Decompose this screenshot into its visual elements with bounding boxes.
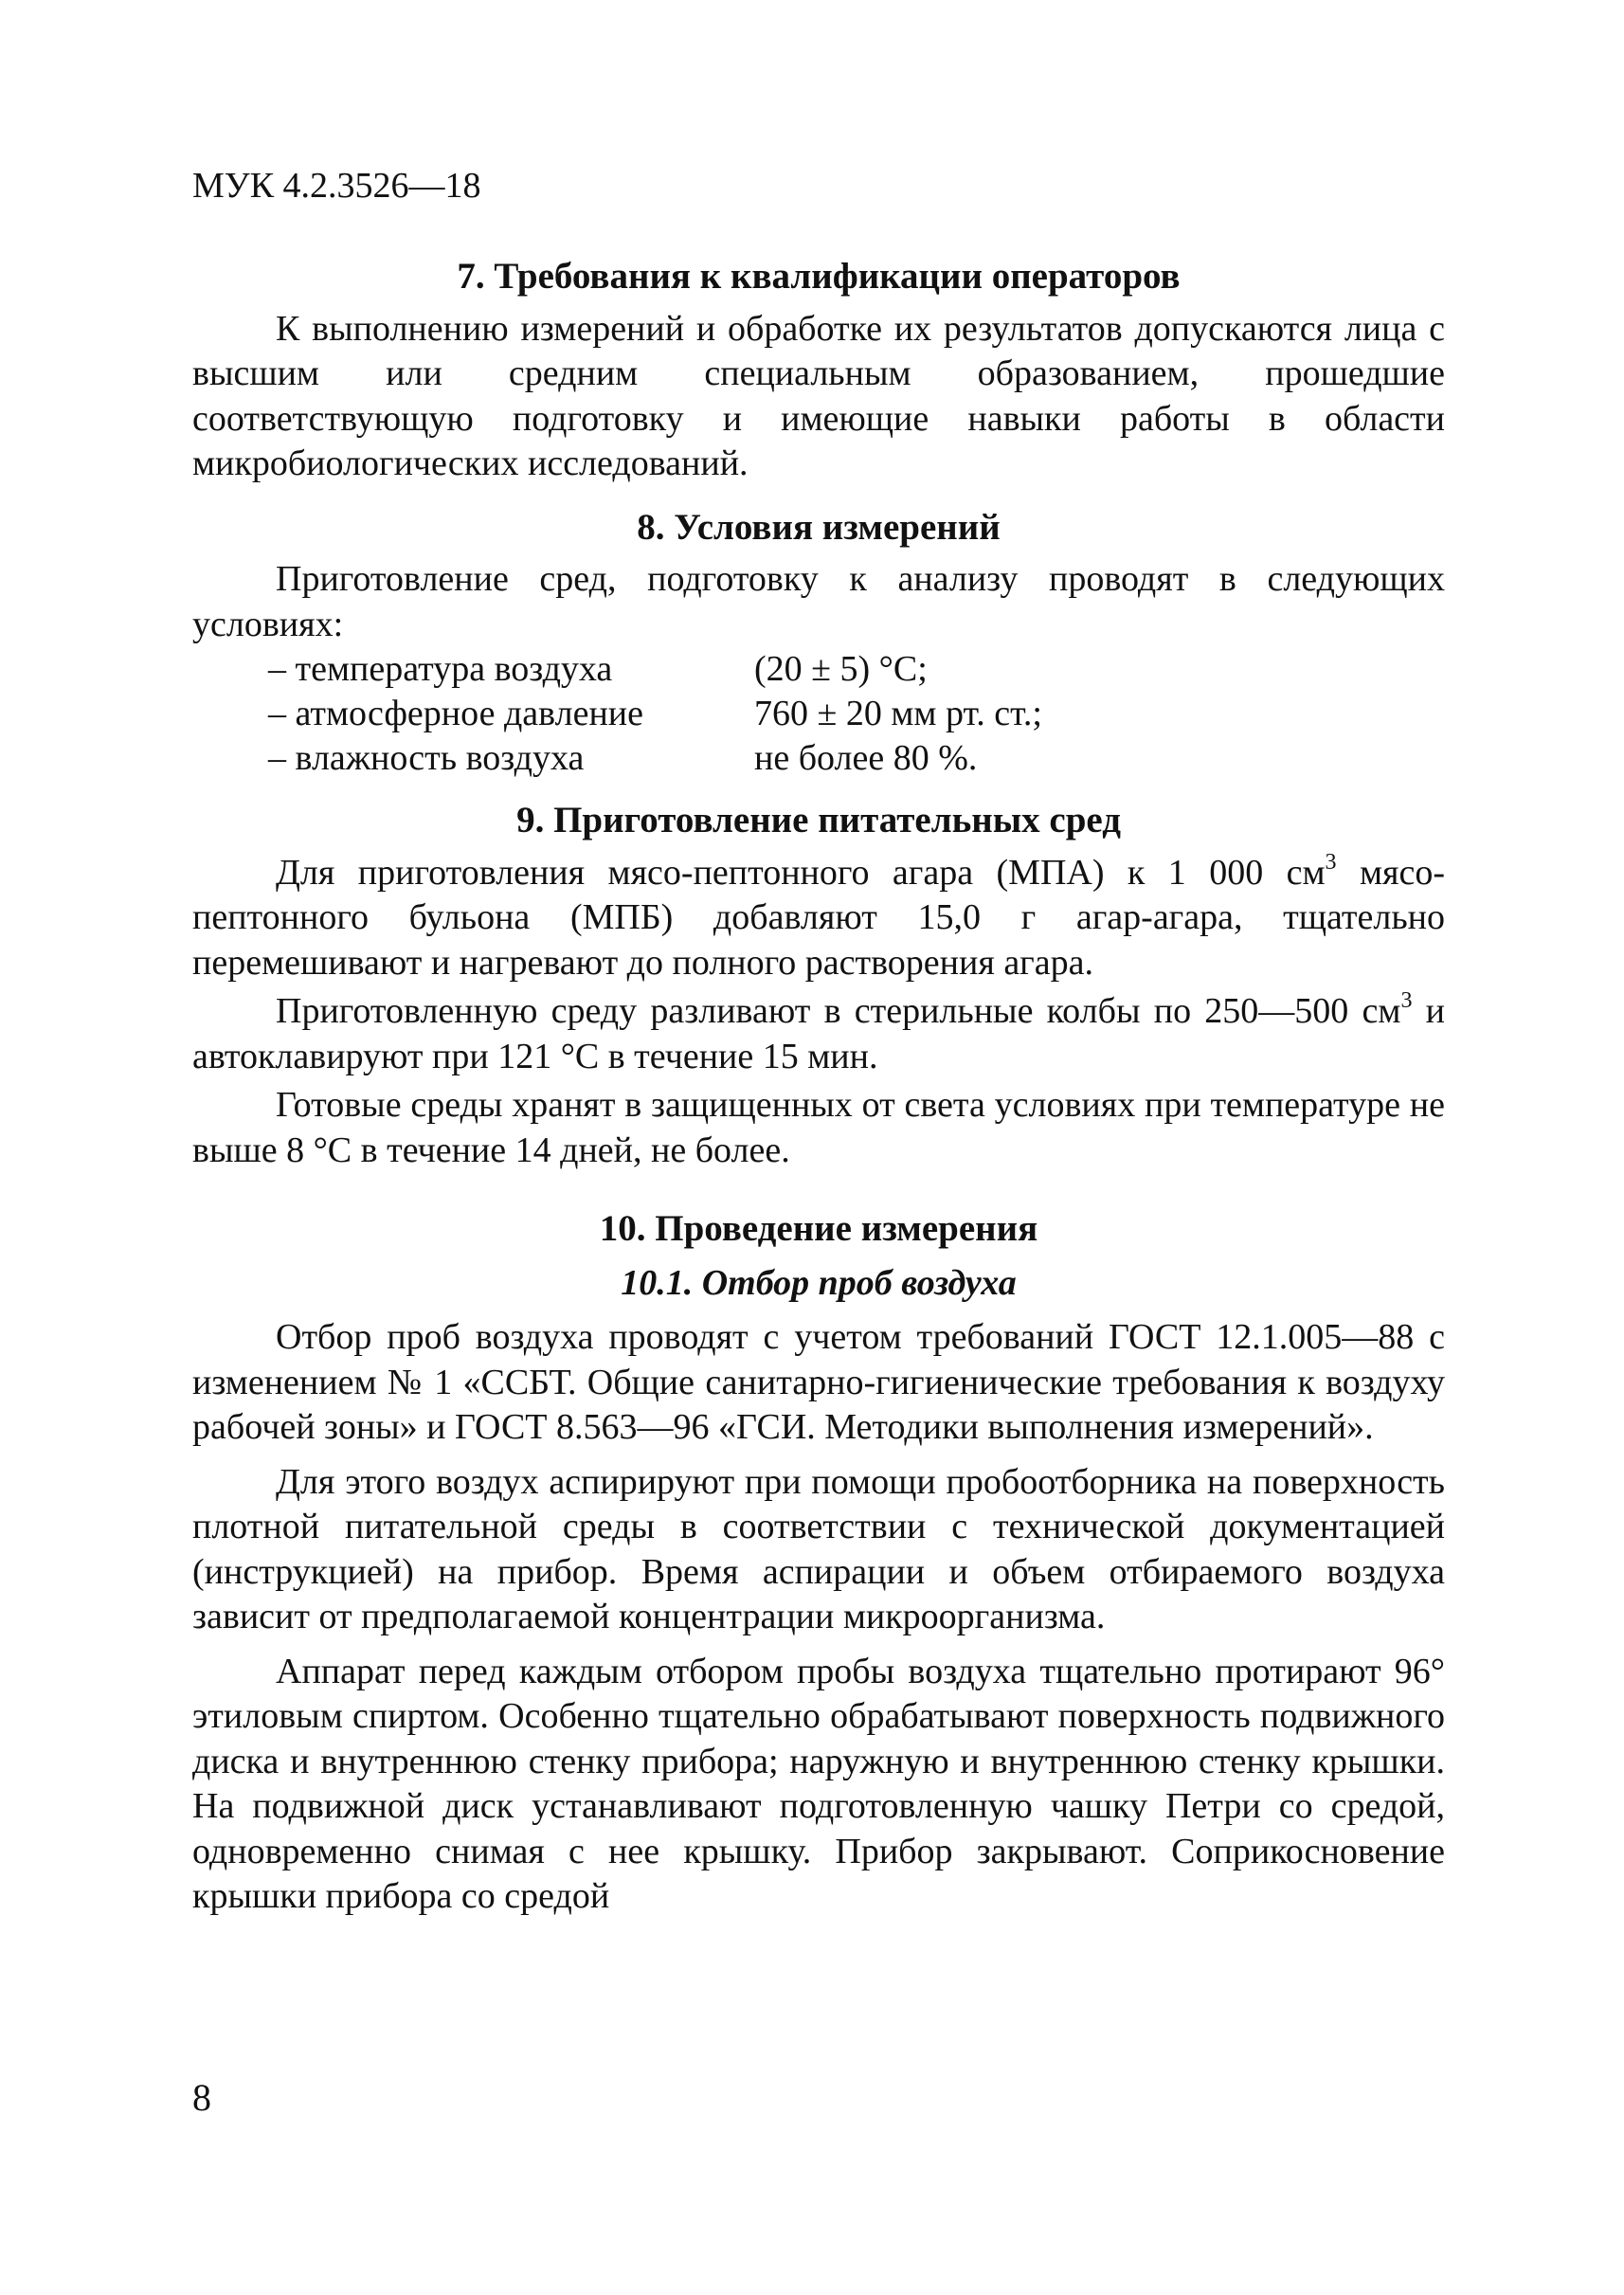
section-10-paragraph-1: Отбор проб воздуха проводят с учетом требований ГОСТ 12.1.005—88 с изменением № 1 «ССБТ. Общие санитарно-гигиенические требования к воздуху рабочей зоны» и ГОСТ 8.563—96 «ГСИ. Методики выполнения измерений». bbox=[192, 1317, 1445, 1447]
section-7-paragraph: К выполнению измерений и обработке их результатов допускаются лица с высшим или средним специальным образованием, прошедшие соответствующую подготовку и имеющие навыки работы в области микробиологических исследований. bbox=[192, 308, 1445, 483]
document-code-header: МУК 4.2.3526—18 bbox=[192, 166, 481, 206]
text-fragment: мясо-пептонного бульона (МПБ) добавляют 15,0 г агар-агара, тщательно перемешивают и нагревают до полного растворения агара. bbox=[192, 852, 1446, 983]
condition-param: – влажность воздуха bbox=[268, 738, 585, 778]
section-9-paragraph-2 bbox=[192, 989, 1445, 1079]
condition-param: – атмосферное давление bbox=[268, 694, 643, 733]
superscript: 3 bbox=[1325, 849, 1337, 875]
section-8-heading: 8. Условия измерений bbox=[637, 506, 1001, 548]
text-fragment: Для приготовления мясо-пептонного агара (МПА) к 1 000 см bbox=[276, 852, 1326, 893]
section-9-heading: 9. Приготовление питательных сред bbox=[516, 800, 1121, 840]
section-9-paragraph-3: Готовые среды хранят в защищенных от света условиях при температуре не выше 8 °С в течение 14 дней, не более. bbox=[192, 1085, 1445, 1170]
condition-value: 760 ± 20 мм рт. ст.; bbox=[754, 694, 1042, 733]
section-7-heading: 7. Требования к квалификации операторов bbox=[457, 256, 1181, 297]
condition-param: – температура воздуха bbox=[268, 649, 613, 689]
superscript: 3 bbox=[1400, 988, 1413, 1014]
conditions-table bbox=[268, 647, 1042, 781]
condition-value: (20 ± 5) °С; bbox=[754, 649, 928, 689]
page-content bbox=[192, 254, 1445, 1920]
condition-row bbox=[268, 736, 1042, 781]
section-10-paragraph-3: Аппарат перед каждым отбором пробы воздуха тщательно протирают 96° этиловым спиртом. Особенно тщательно обрабатывают поверхность подвижного диска и внутреннюю стенку прибора; наружную и внутреннюю стенку крышки. На подвижной диск устанавливают подготовленную чашку Петри со средой, одновременно снимая с нее крышку. Прибор закрывают. Соприкосновение крышки прибора со средой bbox=[192, 1651, 1445, 1916]
text-fragment: Приготовленную среду разливают в стерильные колбы по 250—500 см bbox=[276, 991, 1401, 1031]
text-fragment: и автоклавируют при 121 °С в течение 15 мин. bbox=[192, 991, 1445, 1076]
condition-value: не более 80 %. bbox=[754, 738, 978, 778]
section-8-intro: Приготовление сред, подготовку к анализу проводят в следующих условиях: bbox=[192, 559, 1445, 644]
subsection-10-1-heading: 10.1. Отбор проб воздуха bbox=[621, 1262, 1017, 1303]
condition-row bbox=[268, 647, 1042, 692]
page-number: 8 bbox=[192, 2076, 211, 2119]
section-10-heading: 10. Проведение измерения bbox=[599, 1208, 1038, 1249]
section-9-paragraph-1 bbox=[192, 851, 1445, 986]
condition-row bbox=[268, 692, 1042, 736]
section-10-paragraph-2: Для этого воздух аспирируют при помощи пробоотборника на поверхность плотной питательной среды в соответствии с технической документацией (инструкцией) на прибор. Время аспирации и объем отбираемого воздуха зависит от предполагаемой концентрации микроорганизма. bbox=[192, 1461, 1445, 1636]
